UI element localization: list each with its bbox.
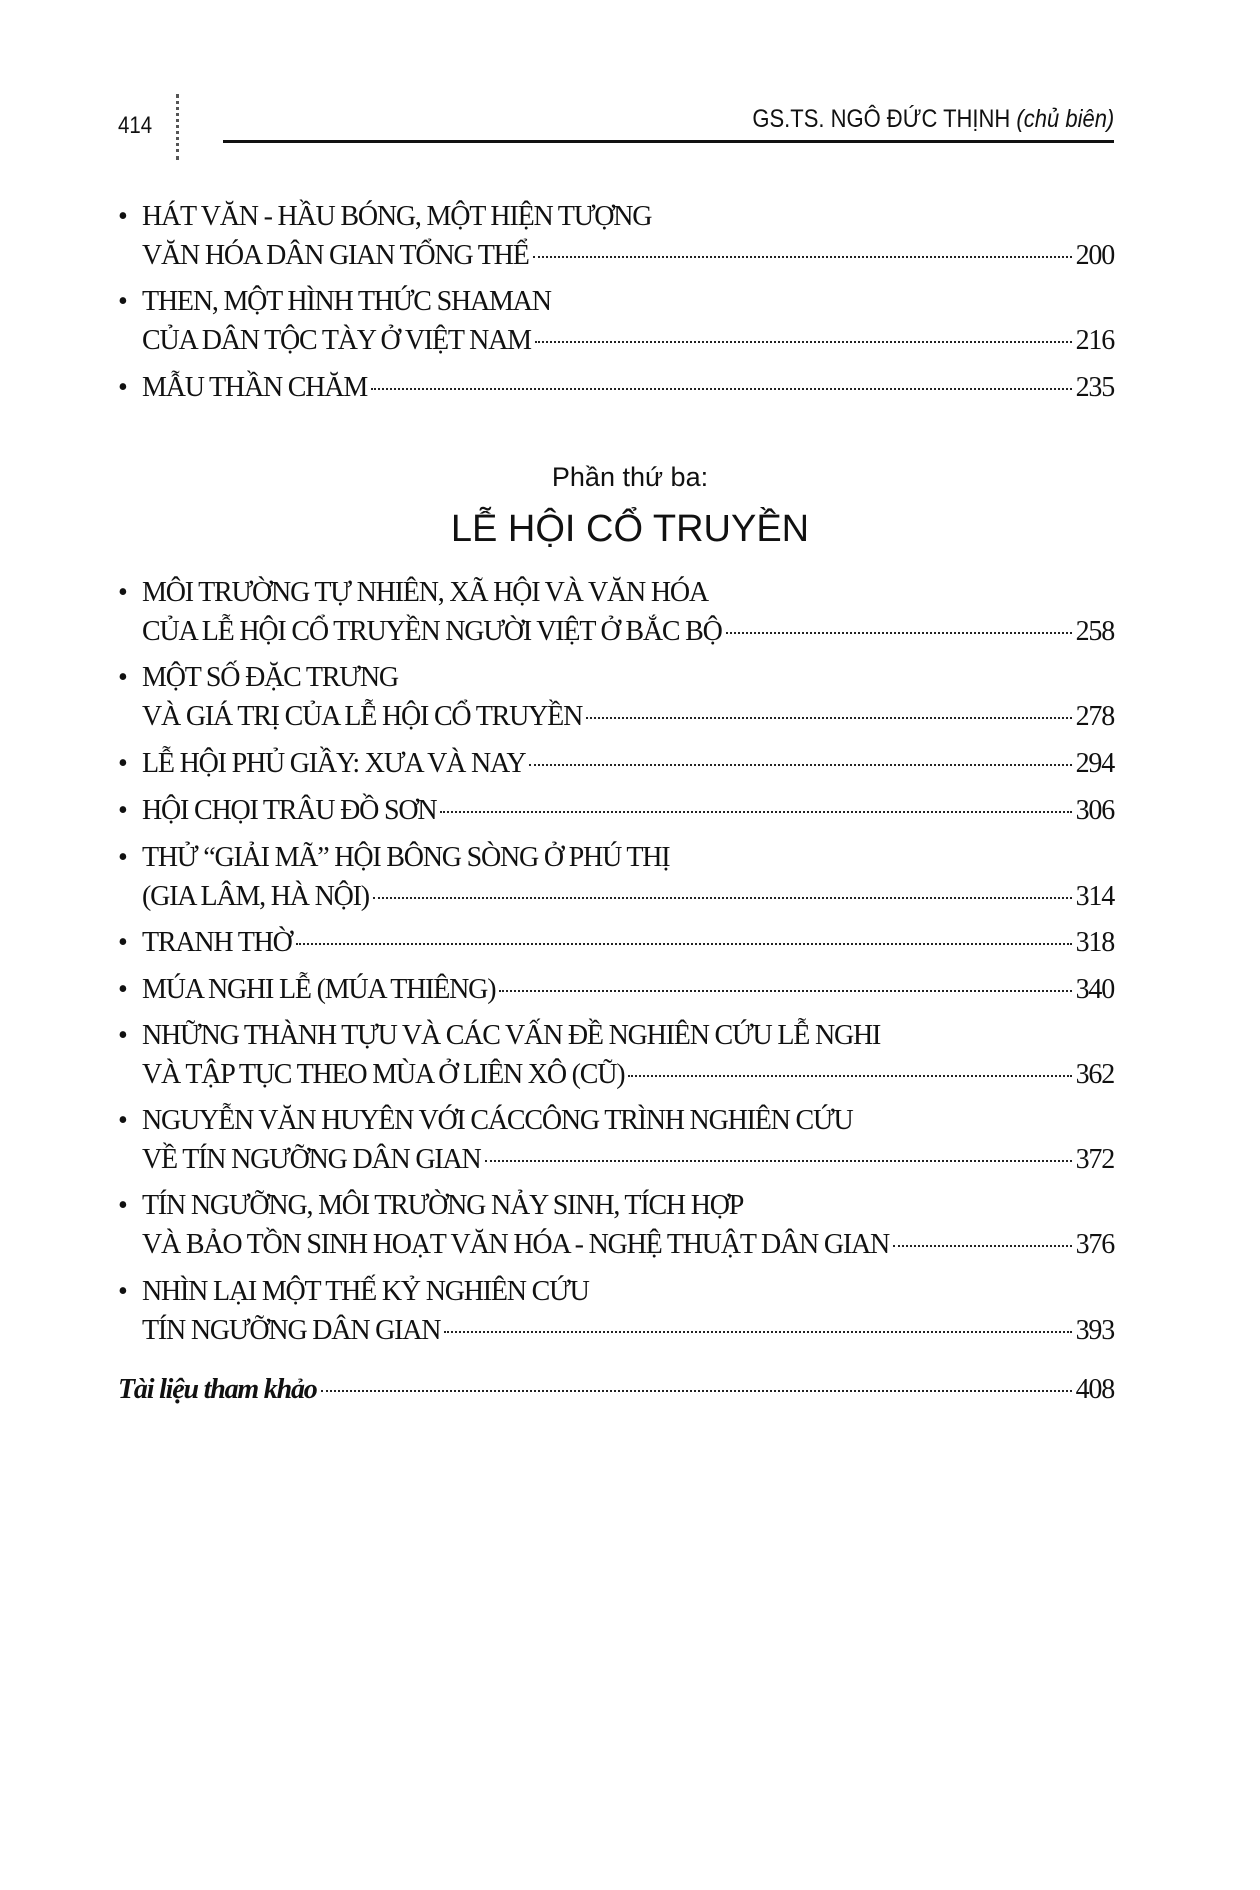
entry-title-line: THEN, MỘT HÌNH THỨC SHAMAN bbox=[142, 286, 551, 317]
entry-title-line: TÍN NGƯỠNG, MÔI TRƯỜNG NẢY SINH, TÍCH HỢP bbox=[142, 1190, 744, 1221]
dot-leader bbox=[444, 1331, 1071, 1333]
toc-entry[interactable] bbox=[118, 369, 1114, 408]
page-ref: 372 bbox=[1075, 1143, 1114, 1175]
page-ref: 235 bbox=[1075, 372, 1114, 403]
page-ref: 200 bbox=[1075, 239, 1114, 271]
bullet-icon: • bbox=[118, 974, 127, 1005]
bullet-icon: • bbox=[118, 795, 127, 826]
toc-entry[interactable] bbox=[118, 971, 1114, 1010]
page-ref: 340 bbox=[1075, 974, 1114, 1005]
page-ref: 314 bbox=[1075, 880, 1114, 912]
page-number: 414 bbox=[118, 112, 153, 139]
bullet-icon: • bbox=[118, 1020, 127, 1051]
entry-title-line: THỬ “GIẢI MÃ” HỘI BÔNG SÒNG Ở PHÚ THỊ bbox=[142, 842, 670, 873]
entry-title-line: TÍN NGƯỠNG DÂN GIAN bbox=[142, 1314, 441, 1346]
bullet-icon: • bbox=[118, 286, 127, 317]
page-ref: 306 bbox=[1075, 795, 1114, 826]
bullet-icon: • bbox=[118, 1276, 127, 1307]
entry-title-line: CỦA DÂN TỘC TÀY Ở VIỆT NAM bbox=[142, 324, 531, 356]
page-ref: 362 bbox=[1075, 1058, 1114, 1090]
entry-title-line: VÀ BẢO TỒN SINH HOẠT VĂN HÓA - NGHỆ THUẬT DÂN GIAN bbox=[142, 1228, 890, 1260]
entry-title-line: VÀ GIÁ TRỊ CỦA LỄ HỘI CỔ TRUYỀN bbox=[142, 700, 583, 732]
bullet-icon: • bbox=[118, 372, 127, 403]
entry-title-line: MÚA NGHI LỄ (MÚA THIÊNG) bbox=[142, 974, 496, 1005]
bullet-icon: • bbox=[118, 577, 127, 608]
bullet-icon: • bbox=[118, 748, 127, 779]
dot-leader bbox=[726, 632, 1072, 634]
dot-leader bbox=[371, 388, 1072, 390]
entry-title-line: CỦA LỄ HỘI CỔ TRUYỀN NGƯỜI VIỆT Ở BẮC BỘ bbox=[142, 615, 722, 647]
entry-title-line: HÁT VĂN - HẦU BÓNG, MỘT HIỆN TƯỢNG bbox=[142, 201, 652, 232]
references-label: Tài liệu tham khảo bbox=[118, 1374, 317, 1405]
page-ref: 376 bbox=[1075, 1228, 1114, 1260]
entry-title-line: MÔI TRƯỜNG TỰ NHIÊN, XÃ HỘI VÀ VĂN HÓA bbox=[142, 577, 708, 608]
page-ref: 258 bbox=[1075, 615, 1114, 647]
toc-entry[interactable] bbox=[118, 792, 1114, 831]
bullet-icon: • bbox=[118, 662, 127, 693]
toc-entry[interactable] bbox=[118, 1273, 1114, 1350]
running-head-note: (chủ biên) bbox=[1016, 105, 1114, 133]
bullet-icon: • bbox=[118, 842, 127, 873]
entry-title-line: MỘT SỐ ĐẶC TRƯNG bbox=[142, 662, 398, 693]
toc-entry[interactable] bbox=[118, 659, 1114, 736]
section-title: LỄ HỘI CỔ TRUYỀN bbox=[450, 508, 810, 550]
toc-entry[interactable] bbox=[118, 1102, 1114, 1179]
dot-leader bbox=[628, 1075, 1071, 1077]
entry-title-line: NHỮNG THÀNH TỰU VÀ CÁC VẤN ĐỀ NGHIÊN CỨU LỄ NGHI bbox=[142, 1020, 881, 1051]
entry-title-line: (GIA LÂM, HÀ NỘI) bbox=[142, 880, 369, 912]
dot-leader bbox=[893, 1245, 1072, 1247]
toc-entry[interactable] bbox=[118, 839, 1114, 916]
entry-title-line: HỘI CHỌI TRÂU ĐỒ SƠN bbox=[142, 795, 437, 826]
toc-entry[interactable] bbox=[118, 924, 1114, 963]
dot-leader bbox=[535, 341, 1072, 343]
dot-leader bbox=[586, 717, 1072, 719]
entry-title-line: TRANH THỜ bbox=[142, 927, 292, 958]
entry-title-line: VỀ TÍN NGƯỠNG DÂN GIAN bbox=[142, 1143, 481, 1175]
bullet-icon: • bbox=[118, 1105, 127, 1136]
bullet-icon: • bbox=[118, 1190, 127, 1221]
entry-title-line: VĂN HÓA DÂN GIAN TỔNG THỂ bbox=[142, 239, 529, 271]
toc-entry[interactable] bbox=[118, 1187, 1114, 1264]
entry-title-line: MẪU THẦN CHĂM bbox=[142, 372, 368, 403]
page-ref: 393 bbox=[1075, 1314, 1114, 1346]
page-ref: 318 bbox=[1075, 927, 1114, 958]
toc-entry[interactable] bbox=[118, 1017, 1114, 1094]
dot-leader bbox=[440, 811, 1071, 813]
dot-leader bbox=[529, 764, 1071, 766]
page-ref: 294 bbox=[1075, 748, 1114, 779]
entry-title-line: LỄ HỘI PHỦ GIẦY: XƯA VÀ NAY bbox=[142, 748, 526, 779]
bullet-icon: • bbox=[118, 927, 127, 958]
toc-entry[interactable] bbox=[118, 745, 1114, 784]
toc-entry[interactable] bbox=[118, 574, 1114, 651]
toc-entry[interactable] bbox=[118, 283, 1114, 360]
entry-title-line: NGUYỄN VĂN HUYÊN VỚI CÁCCÔNG TRÌNH NGHIÊN CỨU bbox=[142, 1105, 853, 1136]
entry-title-line: NHÌN LẠI MỘT THẾ KỶ NGHIÊN CỨU bbox=[142, 1276, 589, 1307]
dot-leader bbox=[499, 990, 1071, 992]
bullet-icon: • bbox=[118, 201, 127, 232]
references-entry[interactable] bbox=[118, 1371, 1114, 1410]
dot-leader bbox=[373, 897, 1072, 899]
page-ref: 278 bbox=[1075, 700, 1114, 732]
page-ref: 216 bbox=[1075, 324, 1114, 356]
running-head bbox=[752, 105, 1114, 134]
dot-leader bbox=[321, 1390, 1072, 1392]
dot-leader bbox=[533, 256, 1072, 258]
dot-leader bbox=[296, 943, 1072, 945]
toc-entry[interactable] bbox=[118, 198, 1114, 275]
header-separator bbox=[176, 94, 179, 160]
dot-leader bbox=[485, 1160, 1072, 1162]
page-ref: 408 bbox=[1075, 1374, 1114, 1405]
header-rule bbox=[223, 140, 1114, 143]
entry-title-line: VÀ TẬP TỤC THEO MÙA Ở LIÊN XÔ (CŨ) bbox=[142, 1058, 625, 1090]
running-head-author: GS.TS. NGÔ ĐỨC THỊNH bbox=[752, 105, 1011, 133]
section-subtitle: Phần thứ ba: bbox=[551, 462, 709, 492]
